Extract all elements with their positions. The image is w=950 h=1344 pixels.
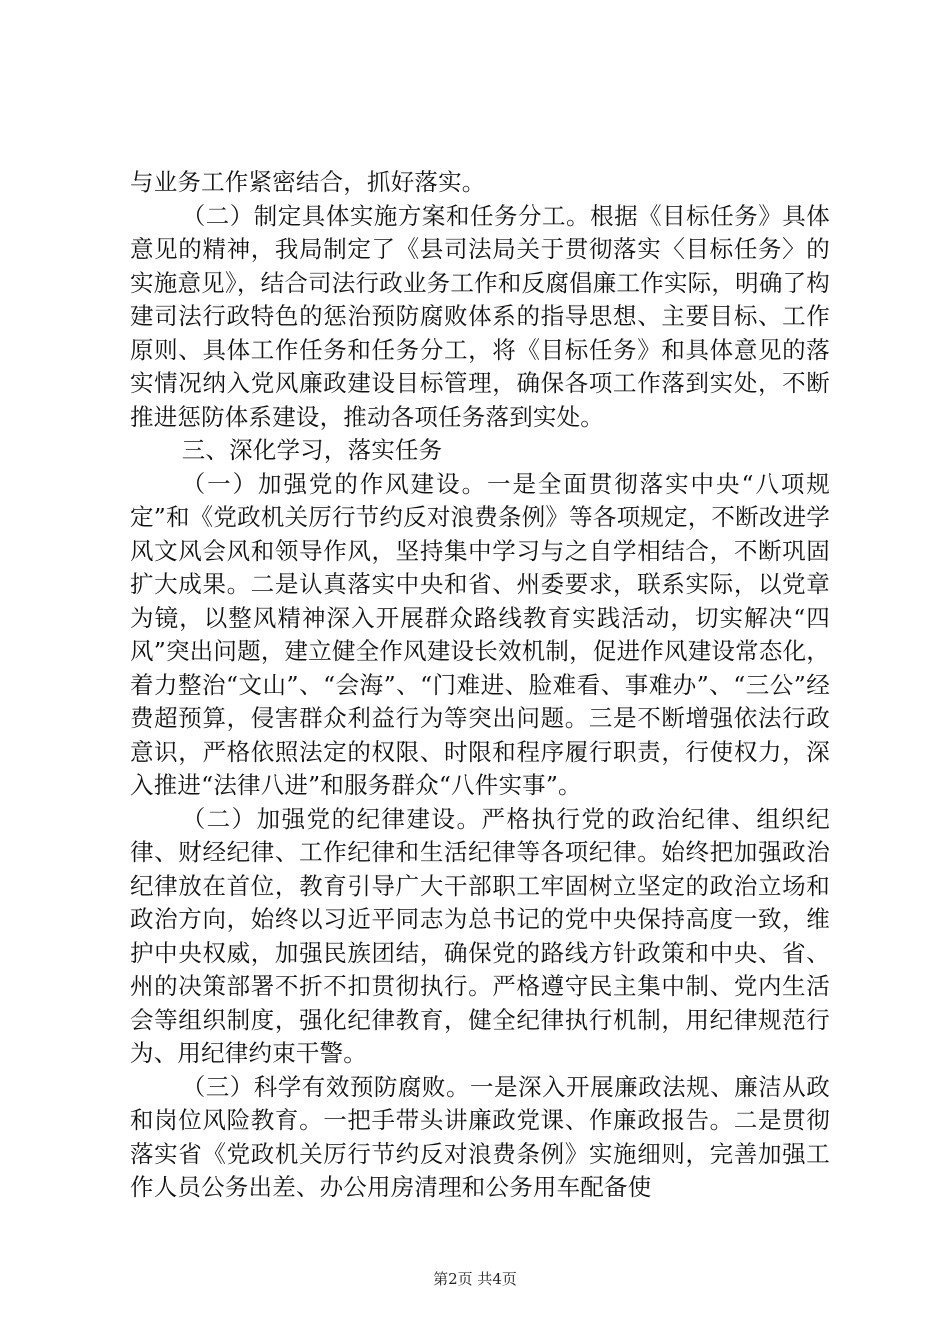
page-number-footer: 第2页 共4页 [433,1270,517,1288]
section-heading-3: 三、深化学习，落实任务 [181,436,443,464]
paragraph-section-2-2: （二）制定具体实施方案和任务分工。根据《目标任务》具体意见的精神，我局制定了《县司法局关于贯彻落实〈目标任务〉的实施意见》，结合司法行政业务工作和反腐倡廉工作实际，明确了构建司法行政特色的惩治预防腐败体系的指导思想、主要目标、工作原则、具体工作任务和任务分工，将《目标任务》和具体意见的落实情况纳入党风廉政建设目标管理，确保各项工作落到实处，不断推进惩防体系建设，推动各项任务落到实处。 [130,201,830,431]
paragraph-section-3-1: （一）加强党的作风建设。一是全面贯彻落实中央“八项规定”和《党政机关厉行节约反对浪费条例》等各项规定，不断改进学风文风会风和领导作风，坚持集中学习与之自学相结合，不断巩固扩大成果。二是认真落实中央和省、州委要求，联系实际，以党章为镜，以整风精神深入开展群众路线教育实践活动，切实解决“四风”突出问题，建立健全作风建设长效机制，促进作风建设常态化，着力整治“文山”、“会海”、“门难进、脸难看、事难办”、“三公”经费超预算，侵害群众利益行为等突出问题。三是不断增强依法行政意识，严格依照法定的权限、时限和程序履行职责，行使权力，深入推进“法律八进”和服务群众“八件实事”。 [130,469,830,799]
paragraph-continuation: 与业务工作紧密结合，抓好落实。 [130,168,486,196]
document-body [130,166,830,1205]
paragraph-section-3-2: （二）加强党的纪律建设。严格执行党的政治纪律、组织纪律、财经纪律、工作纪律和生活纪律等各项纪律。始终把加强政治纪律放在首位，教育引导广大干部职工牢固树立坚定的政治立场和政治方向，始终以习近平同志为总书记的党中央保持高度一致，维护中央权威，加强民族团结，确保党的路线方针政策和中央、省、州的决策部署不折不扣贯彻执行。严格遵守民主集中制、党内生活会等组织制度，强化纪律教育，健全纪律执行机制，用纪律规范行为、用纪律约束干警。 [130,804,830,1067]
paragraph-section-3-3: （三）科学有效预防腐败。一是深入开展廉政法规、廉洁从政和岗位风险教育。一把手带头讲廉政党课、作廉政报告。二是贯彻落实省《党政机关厉行节约反对浪费条例》实施细则，完善加强工作人员公务出差、办公用房清理和公务用车配备使 [130,1072,830,1201]
